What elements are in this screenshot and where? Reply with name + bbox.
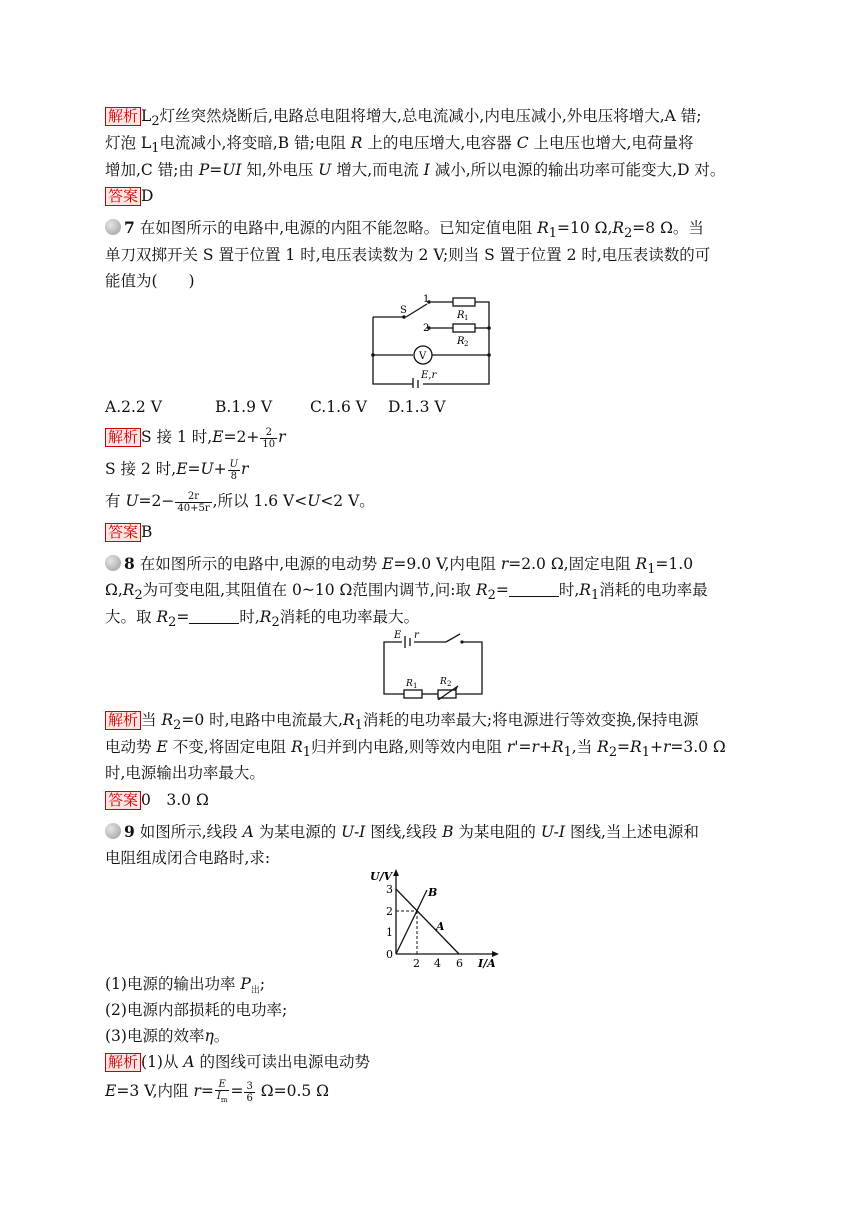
- question-number: 8: [124, 554, 135, 573]
- var: E: [176, 460, 188, 478]
- text: 的图线可读出电源电动势: [194, 1053, 371, 1071]
- text: 灯泡 L: [105, 134, 152, 152]
- line-b-label: B: [428, 886, 438, 899]
- var: C: [516, 134, 529, 152]
- text: 电动势: [105, 738, 157, 756]
- var: U-I: [540, 823, 566, 841]
- q7-analysis-line-3: [105, 488, 375, 514]
- subscript: 1: [354, 718, 363, 734]
- var: P=UI: [198, 161, 242, 179]
- subscript: 出: [250, 986, 260, 997]
- text: 消耗的电功率最: [599, 581, 708, 599]
- analysis-tag: 解析: [105, 711, 141, 730]
- q9-analysis-line-2: [105, 1078, 329, 1106]
- var: R: [537, 219, 549, 237]
- question-icon: [105, 823, 121, 839]
- text: 为某电阻的: [453, 823, 541, 841]
- q8-analysis-line-3: 时,电源输出功率最大。: [105, 764, 265, 782]
- r1-sub: 1: [413, 682, 418, 690]
- subscript: 2: [151, 114, 160, 130]
- text: +: [213, 460, 227, 478]
- line-a-label: A: [436, 920, 445, 933]
- question-number: 9: [124, 822, 135, 841]
- text: 消耗的电功率最大;将电源进行等效变换,保持电源: [362, 711, 699, 729]
- text: =: [230, 1082, 244, 1100]
- text: =1.0: [655, 555, 694, 573]
- fraction: [215, 1079, 230, 1106]
- analysis-tag: 解析: [105, 1053, 141, 1072]
- x-tick-6: 6: [456, 957, 463, 970]
- var: E: [105, 1082, 117, 1100]
- subscript: 2: [624, 226, 633, 242]
- x-axis-label: I/A: [478, 957, 496, 970]
- var: r: [662, 738, 671, 756]
- var: r: [278, 428, 286, 446]
- subscript: 1: [151, 141, 160, 157]
- numerator: E: [215, 1079, 230, 1091]
- subscript: 2: [271, 615, 280, 631]
- q9-analysis-line-1: [105, 1052, 370, 1072]
- r2-label: R: [440, 677, 447, 687]
- fraction: [228, 459, 240, 482]
- q8-line-1: [105, 554, 693, 580]
- var: R: [635, 555, 648, 573]
- question-icon: [105, 219, 121, 235]
- subscript: 1: [590, 588, 600, 604]
- text: 知,外电压: [241, 161, 319, 179]
- var: U-I: [341, 823, 366, 841]
- var: R: [350, 134, 363, 152]
- subscript: 2: [134, 588, 143, 604]
- var: R: [342, 711, 355, 729]
- var: R: [156, 608, 169, 626]
- q9-sub-1: [105, 974, 265, 1001]
- pos2-label: 2: [423, 323, 430, 334]
- var: η: [204, 1027, 214, 1045]
- text: =: [495, 581, 509, 599]
- var: R: [161, 711, 174, 729]
- denominator: [215, 1091, 230, 1106]
- text: S 接 1 时,: [141, 428, 213, 446]
- text: S 接 2 时,: [105, 460, 177, 478]
- var: r: [500, 555, 509, 573]
- text: =2.0 Ω,固定电阻: [508, 555, 636, 573]
- option-b[interactable]: B.1.9 V: [215, 398, 273, 416]
- text: +: [538, 738, 552, 756]
- fraction: [175, 491, 211, 514]
- option-a[interactable]: A.2.2 V: [105, 398, 162, 416]
- subscript: 1: [548, 226, 557, 242]
- r2-sub: 2: [447, 680, 452, 688]
- text: =2+: [223, 428, 260, 446]
- q6-answer: [105, 186, 153, 206]
- analysis-tag: 解析: [105, 428, 141, 447]
- text: 在如图所示的电路中,电源的电动势: [139, 555, 383, 573]
- text: ,所以 1.6 V<: [212, 492, 308, 510]
- option-d[interactable]: D.1.3 V: [388, 398, 446, 416]
- text: 时,: [239, 608, 260, 626]
- text: 上电压也增大,电荷量将: [528, 134, 694, 152]
- q8-analysis-line-1: [105, 710, 699, 736]
- answer-value: B: [141, 523, 153, 541]
- x-tick-4: 4: [434, 957, 441, 970]
- q9-line-1: [105, 822, 699, 842]
- subscript: m: [220, 1095, 228, 1104]
- text: 增加,C 错;由: [105, 161, 199, 179]
- var: R: [612, 219, 625, 237]
- denominator: 10: [262, 438, 276, 450]
- text: =: [187, 460, 201, 478]
- r2-sub: 2: [464, 340, 469, 348]
- denominator: 40+5r: [177, 502, 210, 514]
- var: I: [216, 1090, 221, 1102]
- text: 在如图所示的电路中,电源的内阻不能忽略。已知定值电阻: [139, 219, 538, 237]
- q9-sub-2: (2)电源内部损耗的电功率;: [105, 1001, 288, 1019]
- text: 图线,当上述电源和: [565, 823, 699, 841]
- text: ;: [259, 975, 266, 993]
- q6-analysis-line-1: [105, 106, 702, 132]
- x-tick-2: 2: [413, 957, 420, 970]
- text: =: [200, 1082, 214, 1100]
- y-tick-2: 2: [386, 905, 393, 918]
- source-label: E,r: [421, 370, 437, 381]
- fraction: [260, 427, 277, 450]
- var: R: [630, 738, 642, 756]
- numerator: 2r: [175, 491, 211, 503]
- text: 归并到内电路,则等效内电阻: [310, 738, 507, 756]
- origin-label: 0: [386, 948, 393, 961]
- emf-label: E: [394, 630, 402, 641]
- text: =: [617, 738, 631, 756]
- text: Ω,: [105, 581, 123, 599]
- question-icon: [105, 555, 121, 571]
- question-number: 7: [124, 218, 135, 237]
- answer-tag: 答案: [105, 523, 141, 542]
- internal-r-label: r: [414, 630, 419, 641]
- text: =8 Ω。当: [632, 219, 704, 237]
- q7-circuit-figure: [365, 292, 495, 388]
- q8-analysis-line-2: [105, 737, 726, 763]
- subscript: 1: [641, 745, 650, 761]
- y-axis-label: U/V: [370, 870, 393, 883]
- fraction: [244, 1081, 254, 1104]
- numerator: 2: [260, 427, 277, 439]
- y-tick-3: 3: [386, 883, 393, 896]
- var: E: [156, 738, 168, 756]
- y-tick-1: 1: [386, 926, 393, 939]
- subscript: 2: [168, 615, 177, 631]
- q6-analysis-line-2: [105, 133, 693, 159]
- q7-analysis-line-1: [105, 424, 286, 450]
- answer-tag: 答案: [105, 187, 141, 206]
- option-c[interactable]: C.1.6 V: [310, 398, 368, 416]
- var: r': [506, 738, 519, 756]
- var: U: [307, 492, 321, 510]
- text: L: [141, 107, 152, 125]
- text: ,当: [571, 738, 598, 756]
- answer-blank-2[interactable]: [189, 609, 239, 624]
- var: A: [183, 1053, 195, 1071]
- text: Ω=0.5 Ω: [255, 1082, 330, 1100]
- var: B: [442, 823, 454, 841]
- q8-answer: [105, 790, 209, 810]
- r1-sub: 1: [464, 314, 469, 322]
- pos1-label: 1: [423, 294, 430, 305]
- var: P: [240, 975, 251, 993]
- answer-value: D: [141, 187, 154, 205]
- q8-line-2: [105, 580, 708, 606]
- subscript: 2: [608, 745, 618, 761]
- voltmeter-label: V: [419, 351, 427, 362]
- text: 为可变电阻,其阻值在 0~10 Ω范围内调节,问:取: [142, 581, 476, 599]
- answer-blank-1[interactable]: [509, 582, 559, 597]
- text: =2−: [138, 492, 175, 510]
- var: r: [531, 738, 539, 756]
- var: R: [597, 738, 609, 756]
- text: 如图所示,线段: [139, 823, 243, 841]
- q7-line-3: 能值为( ): [105, 272, 195, 290]
- var: A: [242, 823, 254, 841]
- text: (1)电源的输出功率: [105, 975, 241, 993]
- q9-sub-3: [105, 1026, 229, 1046]
- var: U: [318, 161, 332, 179]
- analysis-tag: 解析: [105, 107, 141, 126]
- text: =: [518, 738, 532, 756]
- q9-ui-graph: [366, 866, 506, 970]
- text: =3.0 Ω: [670, 738, 726, 756]
- var: U: [125, 492, 139, 510]
- subscript: 1: [302, 745, 311, 761]
- var: r: [241, 460, 249, 478]
- text: 当: [141, 711, 162, 729]
- text: 减小,所以电源的输出功率可能变大,D 对。: [429, 161, 726, 179]
- numerator: 3: [246, 1080, 253, 1092]
- q9-line-2: 电阻组成闭合电路时,求:: [105, 849, 271, 867]
- text: (3)电源的效率: [105, 1027, 205, 1045]
- text: =: [176, 608, 190, 626]
- var: R: [259, 608, 272, 626]
- text: =10 Ω,: [556, 219, 613, 237]
- r1-label: R: [457, 310, 465, 321]
- answer-value: 0 3.0 Ω: [141, 791, 209, 809]
- text: 。: [213, 1027, 230, 1045]
- text: 时,: [558, 581, 580, 599]
- q7-answer: [105, 522, 152, 542]
- r2-label: R: [457, 336, 465, 347]
- subscript: 2: [173, 718, 182, 734]
- var: R: [579, 581, 591, 599]
- var: r: [193, 1082, 201, 1100]
- text: =0 时,电路中电流最大,: [181, 711, 343, 729]
- q8-circuit-figure: [378, 628, 488, 700]
- q7-line-1: [105, 218, 704, 244]
- text: =9.0 V,内电阻: [393, 555, 501, 573]
- text: 灯丝突然烧断后,电路总电阻将增大,总电流减小,内电压减小,外电压将增大,A 错;: [159, 107, 702, 125]
- text: +: [649, 738, 663, 756]
- text: 不变,将固定电阻: [167, 738, 292, 756]
- text: 消耗的电功率最大。: [279, 608, 420, 626]
- text: 电流减小,将变暗,B 错;电阻: [159, 134, 351, 152]
- text: 上的电压增大,电容器: [362, 134, 517, 152]
- subscript: 2: [487, 588, 496, 604]
- q6-analysis-line-3: [105, 160, 725, 180]
- q7-line-2: 单刀双掷开关 S 置于位置 1 时,电压表读数为 2 V;则当 S 置于位置 2 时,电压表读数的可: [105, 246, 711, 264]
- text: =3 V,内阻: [116, 1082, 194, 1100]
- answer-tag: 答案: [105, 791, 141, 810]
- var: R: [551, 738, 564, 756]
- var: E: [212, 428, 224, 446]
- var: U: [200, 460, 214, 478]
- text: 增大,而电流: [331, 161, 424, 179]
- text: <2 V。: [320, 492, 375, 510]
- r1-label: R: [406, 679, 413, 689]
- text: 大。取: [105, 608, 157, 626]
- subscript: 1: [563, 745, 572, 761]
- q8-line-3: [105, 607, 419, 633]
- var: E: [382, 555, 394, 573]
- subscript: 1: [647, 562, 656, 578]
- text: 为某电源的: [253, 823, 342, 841]
- denominator: 6: [246, 1092, 253, 1104]
- q7-options: [105, 397, 446, 417]
- text: (1)从: [141, 1053, 184, 1071]
- var: R: [122, 581, 135, 599]
- var: R: [475, 581, 488, 599]
- q7-analysis-line-2: [105, 456, 248, 482]
- var: I: [423, 161, 430, 179]
- text: 图线,线段: [365, 823, 443, 841]
- text: 有: [105, 492, 126, 510]
- var: R: [291, 738, 303, 756]
- switch-label: S: [400, 305, 407, 316]
- numerator: U: [229, 458, 239, 470]
- denominator: 8: [230, 470, 238, 482]
